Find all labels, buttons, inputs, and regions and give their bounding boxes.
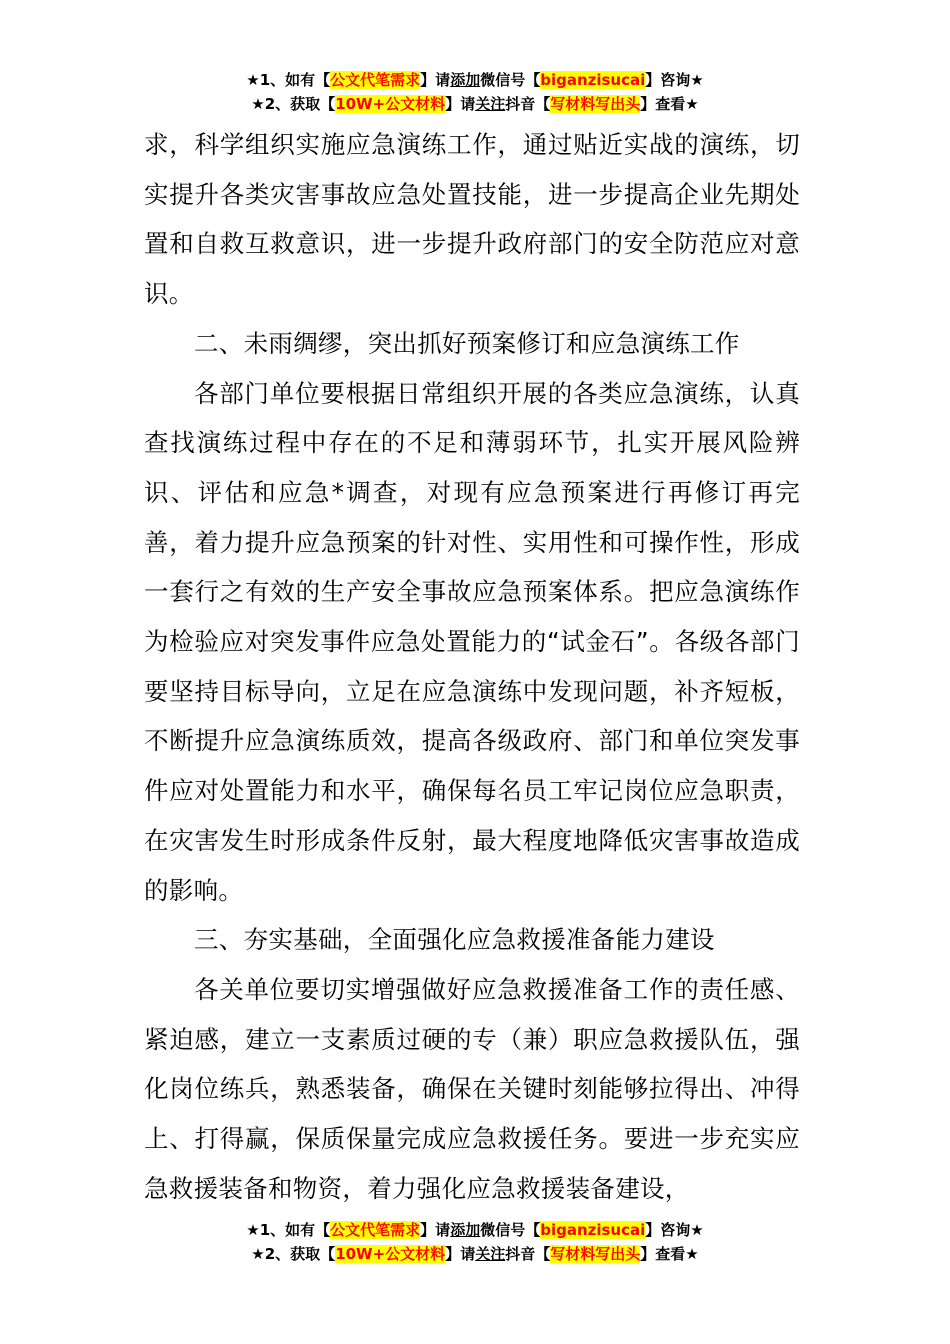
highlight-service: 公文代笔需求 xyxy=(330,71,421,89)
banner-line-2 xyxy=(0,92,950,116)
banner-text: ★1、如有【 xyxy=(246,71,331,89)
section-heading-3: 三、夯实基础，全面强化应急救援准备能力建设 xyxy=(194,925,715,955)
banner-text: 】请 xyxy=(420,1221,451,1239)
highlight-douyin-account: 写材料写出头 xyxy=(550,1245,641,1263)
highlight-wechat-id: biganzisucai xyxy=(540,71,646,89)
banner-line-1 xyxy=(0,1218,950,1242)
banner-text: 】咨询★ xyxy=(645,1221,704,1239)
banner-text: ★1、如有【 xyxy=(246,1221,331,1239)
highlight-service: 公文代笔需求 xyxy=(330,1221,421,1239)
banner-text: 微信号【 xyxy=(480,1221,541,1239)
banner-text: 抖音【 xyxy=(505,95,551,113)
banner-text: 微信号【 xyxy=(480,71,541,89)
banner-text: ★2、获取【 xyxy=(251,1245,336,1263)
banner-text: 】请 xyxy=(445,1245,476,1263)
paragraph-section-3: 各关单位要切实增强做好应急救援准备工作的责任感、紧迫感，建立一支素质过硬的专（兼）职应急救援队伍，强化岗位练兵，熟悉装备，确保在关键时刻能够拉得出、冲得上、打得赢，保质保量完成应急救援任务。要进一步充实应急救援装备和物资，着力强化应急救援装备建设， xyxy=(144,974,800,1203)
banner-underlined-text: 添加 xyxy=(450,71,481,89)
highlight-materials: 10W+公文材料 xyxy=(335,1245,446,1263)
highlight-douyin-account: 写材料写出头 xyxy=(550,95,641,113)
header-banner xyxy=(0,68,950,116)
paragraph-continued: 求，科学组织实施应急演练工作，通过贴近实战的演练，切实提升各类灾害事故应急处置技能，进一步提高企业先期处置和自救互救意识，进一步提升政府部门的安全防范应对意识。 xyxy=(144,130,800,309)
banner-text: 】请 xyxy=(445,95,476,113)
banner-text: 】查看★ xyxy=(640,1245,699,1263)
banner-underlined-text: 添加 xyxy=(450,1221,481,1239)
banner-text: 】请 xyxy=(420,71,451,89)
highlight-wechat-id: biganzisucai xyxy=(540,1221,646,1239)
document-body xyxy=(144,120,800,1213)
footer-banner xyxy=(0,1218,950,1266)
highlight-materials: 10W+公文材料 xyxy=(335,95,446,113)
banner-text: ★2、获取【 xyxy=(251,95,336,113)
banner-text: 】查看★ xyxy=(640,95,699,113)
banner-line-2 xyxy=(0,1242,950,1266)
paragraph-section-2: 各部门单位要根据日常组织开展的各类应急演练，认真查找演练过程中存在的不足和薄弱环节，扎实开展风险辨识、评估和应急*调查，对现有应急预案进行再修订再完善，着力提升应急预案的针对性、实用性和可操作性，形成一套行之有效的生产安全事故应急预案体系。把应急演练作为检验应对突发事件应急处置能力的“试金石”。各级各部门要坚持目标导向，立足在应急演练中发现问题，补齐短板，不断提升应急演练质效，提高各级政府、部门和单位突发事件应对处置能力和水平，确保每名员工牢记岗位应急职责，在灾害发生时形成条件反射，最大程度地降低灾害事故造成的影响。 xyxy=(144,378,800,905)
section-heading-2: 二、未雨绸缪，突出抓好预案修订和应急演练工作 xyxy=(194,328,740,358)
banner-underlined-text: 关注 xyxy=(475,95,506,113)
banner-line-1 xyxy=(0,68,950,92)
banner-text: 】咨询★ xyxy=(645,71,704,89)
banner-underlined-text: 关注 xyxy=(475,1245,506,1263)
banner-text: 抖音【 xyxy=(505,1245,551,1263)
